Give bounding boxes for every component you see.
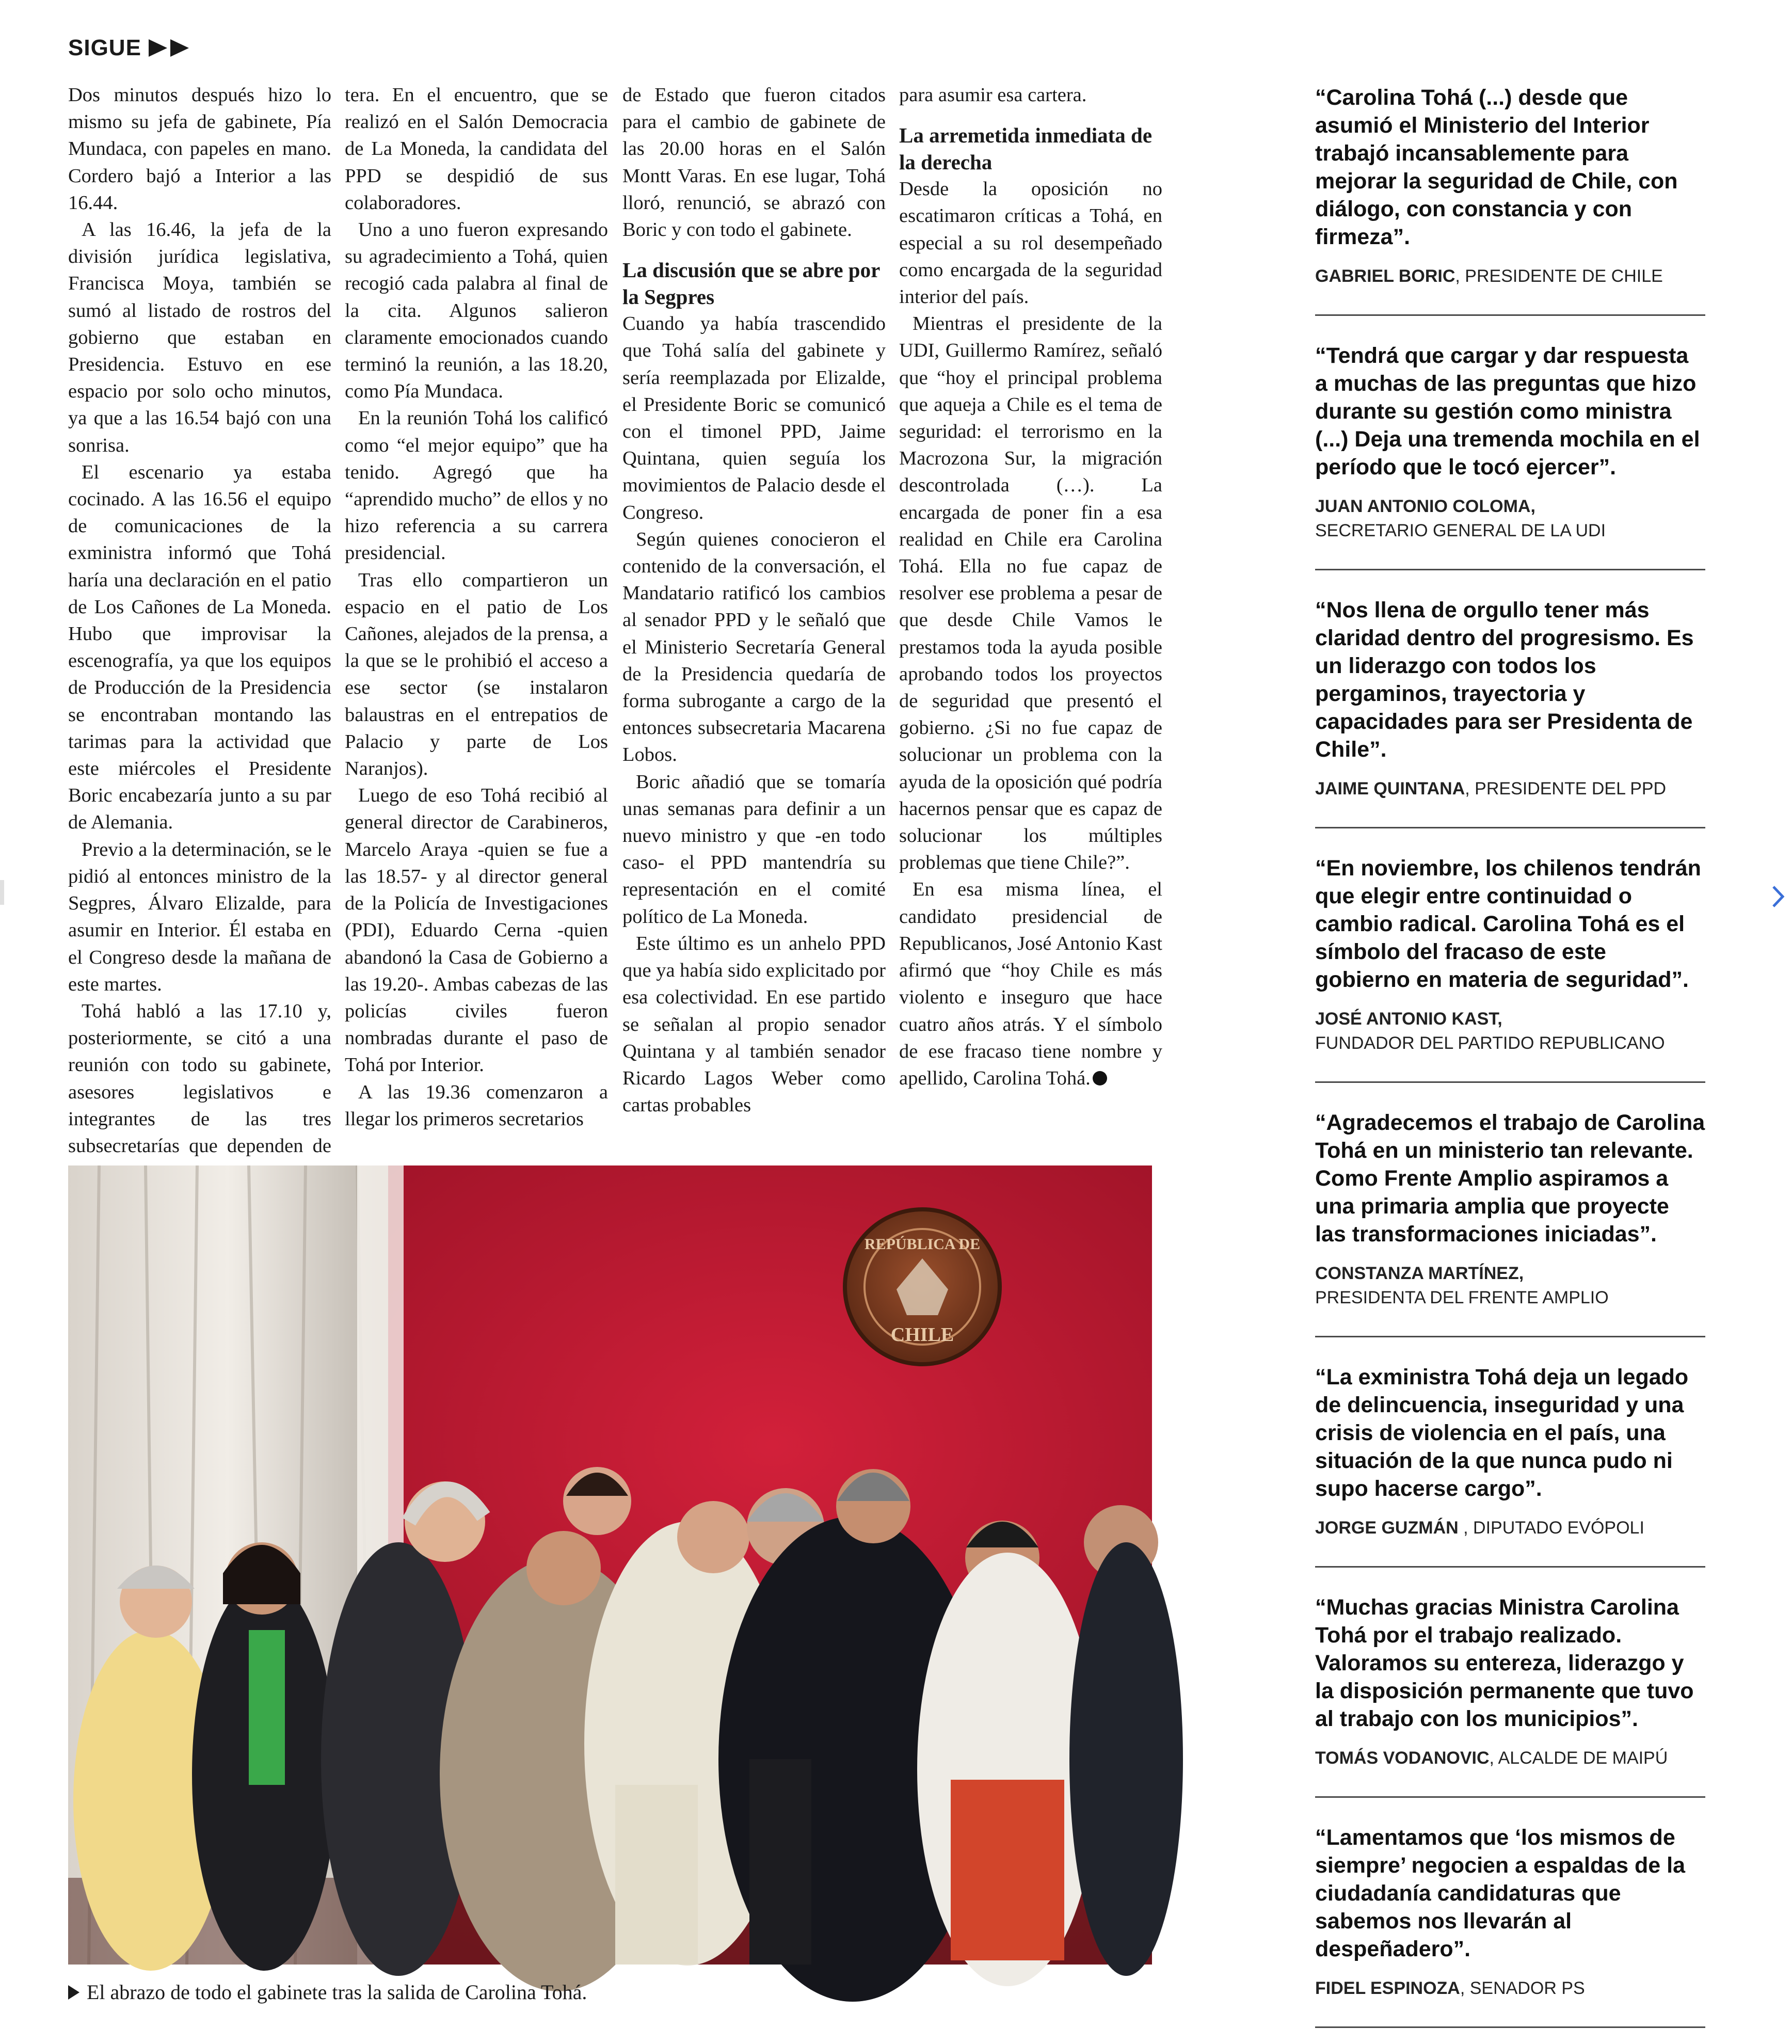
sigue-label	[68, 30, 191, 66]
quote-block	[1315, 570, 1705, 828]
quote-attribution	[1315, 1261, 1705, 1310]
speaker-name: FIDEL ESPINOZA	[1315, 1978, 1460, 1998]
quote-attribution	[1315, 1007, 1705, 1056]
text: Tras ello compartieron un espacio en el patio de Los Cañones, alejados de la prensa, a la que se le prohibió el acceso a ese sector (se instalaron balaustras en el entrepatios de Palacio y parte de Los Naranjos).	[345, 569, 608, 780]
caption-text: El abrazo de todo el gabinete tras la salida de Carolina Tohá.	[87, 1981, 587, 2004]
speaker-role: SECRETARIO GENERAL DE LA UDI	[1315, 521, 1606, 540]
quote-text: “Agradecemos el trabajo de Carolina Tohá en un ministerio tan relevante. Como Frente Amplio aspiramos a una primaria amplia que proyecte las transformaciones iniciadas”.	[1315, 1110, 1705, 1247]
caption-arrow-icon	[68, 1985, 79, 2000]
article-paragraph	[68, 459, 331, 836]
quote-attribution	[1315, 264, 1705, 289]
text: Uno a uno fueron expresando su agradecimiento a Tohá, quien recogió cada palabra al final de la cita. Algunos salieron claramente emocionados cuando terminó la reunión, a las 18.20, como Pía Mundaca.	[345, 219, 608, 403]
speaker-name: CONSTANZA MARTÍNEZ,	[1315, 1264, 1524, 1283]
quote-block	[1315, 828, 1705, 1083]
double-arrow-icon	[149, 39, 191, 57]
sigue-text: SIGUE	[68, 35, 141, 60]
left-edge-marker	[0, 880, 4, 905]
photo-illustration	[68, 1165, 1152, 1965]
quote-attribution	[1315, 494, 1705, 543]
text: de Estado que fueron citados para el cambio de gabinete de las 20.00 horas en el Salón Montt Varas. En ese lugar, Tohá lloró, renunció, se abrazó con Boric y con todo el gabinete.	[622, 84, 886, 241]
article-paragraph	[622, 930, 886, 1119]
article-paragraph	[345, 782, 608, 1078]
text: Según quienes conocieron el contenido de la conversación, el Mandatario ratificó los cambios al senador PPD y le señaló que el Ministerio Secretaría General de la Presidencia quedaría de forma subrogante a cargo de la entonces subsecretaria Macarena Lobos.	[622, 528, 886, 766]
text: La arremetida inmediata de la derecha	[899, 123, 1153, 174]
article-paragraph	[68, 82, 331, 216]
article-paragraph	[345, 405, 608, 566]
quote-block	[1315, 316, 1705, 570]
quote-text: “Muchas gracias Ministra Carolina Tohá por el trabajo realizado. Valoramos su entereza, liderazgo y la disposición permanente que tuvo al trabajo con los municipios”.	[1315, 1595, 1694, 1731]
speaker-name: JOSÉ ANTONIO KAST,	[1315, 1009, 1502, 1029]
speaker-name: JAIME QUINTANA	[1315, 779, 1465, 799]
svg-text:CHILE: CHILE	[890, 1324, 954, 1346]
article-paragraph	[68, 998, 331, 1186]
quote-block	[1315, 72, 1705, 316]
text: Tohá habló a las 17.10 y, posteriormente, se citó a una reunión con todo su gabinete, asesores legislativos e integrantes de las tres subsecretarías que dependen de	[68, 1000, 331, 1157]
svg-text:REPÚBLICA DE: REPÚBLICA DE	[864, 1236, 981, 1253]
text: En la reunión Tohá los calificó como “el mejor equipo” que ha tenido. Agregó que ha “aprendido mucho” de ellos y no hizo referencia a su carrera presidencial.	[345, 407, 608, 564]
chile-seal-icon	[845, 1209, 1000, 1364]
article-paragraph	[345, 567, 608, 783]
quote-block	[1315, 1568, 1705, 1798]
section-heading	[899, 122, 1162, 175]
text: Luego de eso Tohá recibió al general director de Carabineros, Marcelo Araya -quien se fue a las 18.57- y al director general de la Policía de Investigaciones (PDI), Eduardo Cerna -quien abandonó la Casa de Gobierno a las 19.20-. Ambas cabezas de las policías civiles fueron nombradas durante el paso de Tohá por Interior.	[345, 785, 608, 1076]
quote-text: “Lamentamos que ‘los mismos de siempre’ negocien a espaldas de la ciudadanía candidaturas que sabemos nos llevarán al despeñadero”.	[1315, 1825, 1685, 1961]
text: Previo a la determinación, se le pidió al entonces ministro de la Segpres, Álvaro Elizalde, para asumir en Interior. Él estaba en el Congreso desde la mañana de este martes.	[68, 838, 331, 995]
text: Mientras el presidente de la UDI, Guillermo Ramírez, señaló que “hoy el principal problema que aqueja a Chile es el tema de seguridad: el terrorismo en la Macrozona Sur, la migración descontrolada (…). La encargada de poner fin a esa realidad en Chile era Carolina Tohá. Ella no fue capaz de resolver ese problema a pesar de que desde Chile Vamos le prestamos toda la ayuda posible aprobando todos los proyectos de seguridad que presentó el gobierno. ¿Si no fue capaz de solucionar un problema con la ayuda de la oposición qué podría hacernos pensar que es capaz de solucionar los múltiples problemas que tiene Chile?”.	[899, 313, 1162, 874]
text: En esa misma línea, el candidato presidencial de Republicanos, José Antonio Kast afirmó que “hoy Chile es más violento e inseguro que hace cuatro años atrás. Y el símbolo de ese fracaso tiene nombre y apellido, Carolina Tohá.	[899, 879, 1162, 1089]
article-paragraph	[68, 216, 331, 459]
text: Desde la oposición no escatimaron críticas a Tohá, en especial a su rol desempeñado como encargada de la seguridad interior del país.	[899, 178, 1162, 308]
speaker-name: JORGE GUZMÁN	[1315, 1518, 1459, 1538]
article-paragraph	[622, 310, 886, 526]
article-paragraph	[622, 769, 886, 930]
text: A las 19.36 comenzaron a llegar los primeros secretarios	[345, 1081, 608, 1130]
text: A las 16.46, la jefa de la división jurídica legislativa, Francisca Moya, también se sumó al listado de rostros del gobierno que estaban en Presidencia. Estuvo en ese espacio por solo ocho minutos, ya que a las 16.54 bajó con una sonrisa.	[68, 219, 331, 456]
speaker-role: , DIPUTADO EVÓPOLI	[1458, 1518, 1644, 1538]
quote-attribution	[1315, 1516, 1705, 1540]
article-column-2	[345, 82, 608, 1140]
quote-attribution	[1315, 1746, 1705, 1770]
speaker-role: , PRESIDENTE DEL PPD	[1465, 779, 1667, 799]
quote-text: “En noviembre, los chilenos tendrán que elegir entre continuidad o cambio radical. Carolina Tohá es el símbolo del fracaso de este gobierno en materia de seguridad”.	[1315, 856, 1701, 992]
quote-attribution	[1315, 777, 1705, 801]
quote-block	[1315, 1337, 1705, 1568]
article-paragraph	[622, 82, 886, 243]
article-column-3	[622, 82, 886, 1140]
text: Boric añadió que se tomaría unas semanas para definir a un nuevo ministro y que -en todo caso- el PPD mantendría su representación en el comité político de La Moneda.	[622, 771, 886, 928]
quote-block	[1315, 1083, 1705, 1337]
speaker-name: JUAN ANTONIO COLOMA,	[1315, 497, 1535, 516]
article-paragraph	[345, 1079, 608, 1132]
next-page-chevron-icon[interactable]	[1770, 884, 1786, 909]
text: Cuando ya había trascendido que Tohá salía del gabinete y sería reemplazada por Elizalde, el Presidente Boric se comunicó con el timonel PPD, Jaime Quintana, quien seguía los movimientos de Palacio desde el Congreso.	[622, 313, 886, 523]
text: para asumir esa cartera.	[899, 84, 1087, 106]
text: tera. En el encuentro, que se realizó en el Salón Democracia de La Moneda, la candidata del PPD se despidió de sus colaboradores.	[345, 84, 608, 214]
speaker-role: , PRESIDENTE DE CHILE	[1455, 266, 1663, 286]
article-paragraph	[68, 836, 331, 998]
speaker-role: PRESIDENTA DEL FRENTE AMPLIO	[1315, 1288, 1609, 1307]
article-paragraph	[899, 876, 1162, 1092]
photo-caption	[68, 1977, 1152, 2008]
text: La discusión que se abre por la Segpres	[622, 258, 880, 309]
speaker-name: TOMÁS VODANOVIC	[1315, 1748, 1490, 1768]
speaker-role: , ALCALDE DE MAIPÚ	[1489, 1748, 1668, 1768]
article-column-4	[899, 82, 1162, 1140]
text: El escenario ya estaba cocinado. A las 16.56 el equipo de comunicaciones de la exministra informó que Tohá haría una declaración en el patio de Los Cañones de La Moneda. Hubo que improvisar la escenografía, ya que los equipos de Producción de la Presidencia se encontraban montando las tarimas para la actividad que este miércoles el Presidente Boric encabezaría junto a su par de Alemania.	[68, 461, 331, 834]
speaker-name: GABRIEL BORIC	[1315, 266, 1455, 286]
article-paragraph	[345, 82, 608, 216]
quote-text: “Nos llena de orgullo tener más claridad dentro del progresismo. Es un liderazgo con todos los pergaminos, trayectoria y capacidades para ser Presidenta de Chile”.	[1315, 598, 1694, 762]
article-paragraph	[899, 310, 1162, 876]
speaker-role: , SENADOR PS	[1460, 1978, 1585, 1998]
article-paragraph	[899, 175, 1162, 310]
quote-text: “Carolina Tohá (...) desde que asumió el Ministerio del Interior trabajó incansablemente para mejorar la seguridad de Chile, con diálogo, con constancia y con firmeza”.	[1315, 85, 1678, 249]
article-column-1	[68, 82, 331, 1157]
article-paragraph	[899, 82, 1162, 108]
quote-block	[1315, 1798, 1705, 2028]
quotes-sidebar	[1315, 72, 1705, 2028]
article-paragraph	[345, 216, 608, 405]
cabinet-hug-photo	[68, 1165, 1152, 1965]
quote-text: “La exministra Tohá deja un legado de delincuencia, inseguridad y una crisis de violencia en el país, una situación de la que nunca pudo ni supo hacerse cargo”.	[1315, 1365, 1689, 1501]
article-paragraph	[622, 526, 886, 769]
text: Dos minutos después hizo lo mismo su jefa de gabinete, Pía Mundaca, con papeles en mano. Cordero bajó a Interior a las 16.44.	[68, 84, 331, 214]
quote-text: “Tendrá que cargar y dar respuesta a muchas de las preguntas que hizo durante su gestión como ministra (...) Deja una tremenda mochila en el período que le tocó ejercer”.	[1315, 343, 1700, 480]
quote-attribution	[1315, 1976, 1705, 2001]
section-heading	[622, 257, 886, 310]
speaker-role: FUNDADOR DEL PARTIDO REPUBLICANO	[1315, 1033, 1665, 1053]
text: Este último es un anhelo PPD que ya había sido explicitado por esa colectividad. En ese partido se señalan al propio senador Quintana y al también senador Ricardo Lagos Weber como cartas probables	[622, 932, 886, 1116]
end-of-article-dot-icon	[1093, 1071, 1107, 1085]
